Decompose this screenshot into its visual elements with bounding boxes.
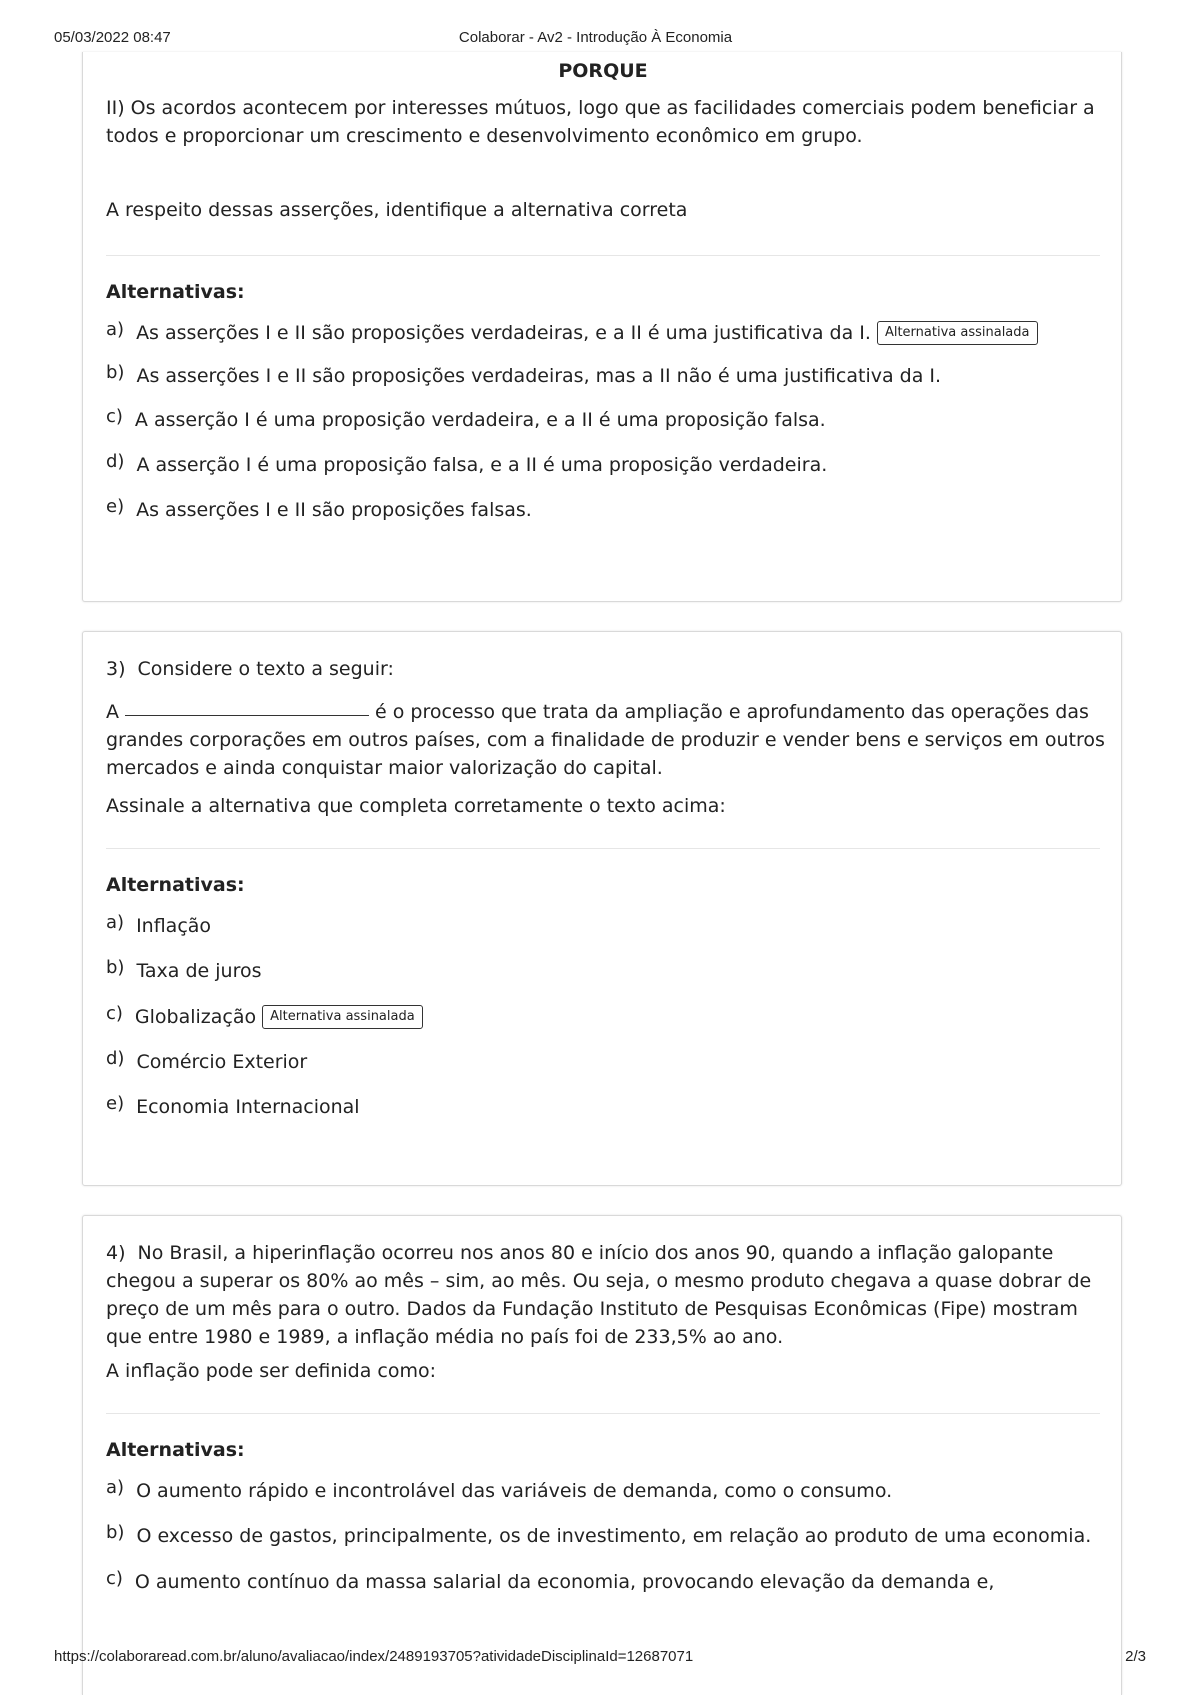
alternative-e[interactable] <box>106 495 1106 521</box>
print-datetime: 05/03/2022 08:47 <box>54 29 171 46</box>
alternative-text: Globalização <box>134 1006 257 1028</box>
alternative-letter: b) <box>106 956 125 978</box>
alternative-text: As asserções I e II são proposições falsas. <box>136 499 532 521</box>
question-prompt: A inflação pode ser definida como: <box>106 1360 437 1382</box>
question-prompt: A respeito dessas asserções, identifique a alternativa correta <box>106 199 688 221</box>
alternative-d[interactable] <box>106 450 1106 476</box>
alternative-text: O excesso de gastos, principalmente, os de investimento, em relação ao produto de uma economia. <box>136 1525 1092 1547</box>
alternative-letter: b) <box>106 361 125 383</box>
alternative-letter: e) <box>106 1092 125 1114</box>
alternative-b[interactable] <box>106 1521 1106 1547</box>
alternative-letter: a) <box>106 318 125 340</box>
alternatives-heading: Alternativas: <box>106 281 245 303</box>
alternative-letter: c) <box>106 1002 123 1024</box>
text-rest: é o processo que trata da ampliação e aprofundamento das operações das <box>375 701 1089 723</box>
text-continuation: grandes corporações em outros países, com a finalidade de produzir e vender bens e serviços em outros mercados e ainda conquistar maior valorização do capital. <box>106 729 1105 779</box>
question-number: 3) <box>106 658 126 680</box>
alternative-letter: d) <box>106 450 125 472</box>
page-number: 2/3 <box>1125 1648 1146 1665</box>
assertion-ii: II) Os acordos acontecem por interesses mútuos, logo que as facilidades comerciais podem beneficiar a todos e proporcionar um crescimento e desenvolvimento econômico em grupo. <box>106 97 1095 147</box>
alternative-letter: a) <box>106 911 125 933</box>
question-2-card <box>82 52 1122 602</box>
divider <box>106 1413 1100 1414</box>
alternative-c[interactable] <box>106 405 1106 431</box>
alternative-text: A asserção I é uma proposição verdadeira, e a II é uma proposição falsa. <box>134 409 826 431</box>
alternative-a[interactable] <box>106 318 1106 345</box>
alternative-text: Economia Internacional <box>136 1096 360 1118</box>
alternative-letter: d) <box>106 1047 125 1069</box>
alternative-letter: a) <box>106 1476 125 1498</box>
alternative-letter: b) <box>106 1521 125 1543</box>
fill-in-blank <box>125 703 369 716</box>
alternative-text: As asserções I e II são proposições verdadeiras, mas a II não é uma justificativa da I. <box>136 365 942 387</box>
question-number: 4) <box>106 1242 126 1264</box>
divider <box>106 255 1100 256</box>
alternative-text: Inflação <box>136 915 212 937</box>
text-start: A <box>106 701 119 723</box>
print-title: Colaborar - Av2 - Introdução À Economia <box>458 29 733 46</box>
alternative-a[interactable] <box>106 911 1106 937</box>
alternatives-heading: Alternativas: <box>106 874 245 896</box>
alternative-letter: c) <box>106 1567 123 1589</box>
question-3-intro <box>106 655 1106 683</box>
alternative-b[interactable] <box>106 361 1106 387</box>
connector-porque: PORQUE <box>558 60 648 82</box>
question-3-text <box>106 698 1106 782</box>
alternative-c[interactable] <box>106 1567 1106 1593</box>
alternative-letter: c) <box>106 405 123 427</box>
selected-badge: Alternativa assinalada <box>877 321 1038 345</box>
print-url: https://colaboraread.com.br/aluno/avaliacao/index/2489193705?atividadeDisciplinaId=12687071 <box>54 1648 694 1665</box>
alternative-c[interactable] <box>106 1002 1106 1029</box>
divider <box>106 848 1100 849</box>
question-4-card <box>82 1215 1122 1695</box>
print-footer <box>0 1648 1191 1668</box>
alternative-b[interactable] <box>106 956 1106 982</box>
alternative-d[interactable] <box>106 1047 1106 1073</box>
alternative-text: A asserção I é uma proposição falsa, e a II é uma proposição verdadeira. <box>136 454 828 476</box>
alternative-text: Taxa de juros <box>136 960 262 982</box>
question-intro-text: Considere o texto a seguir: <box>137 658 394 680</box>
alternative-text: O aumento contínuo da massa salarial da economia, provocando elevação da demanda e, <box>134 1571 995 1593</box>
alternatives-heading: Alternativas: <box>106 1439 245 1461</box>
alternative-text: O aumento rápido e incontrolável das variáveis de demanda, como o consumo. <box>136 1480 893 1502</box>
alternative-e[interactable] <box>106 1092 1106 1118</box>
print-header <box>0 29 1191 49</box>
alternative-text: As asserções I e II são proposições verdadeiras, e a II é uma justificativa da I. <box>136 322 871 344</box>
selected-badge: Alternativa assinalada <box>262 1005 423 1029</box>
alternative-text: Comércio Exterior <box>136 1051 308 1073</box>
question-4-intro <box>106 1239 1106 1351</box>
question-3-card <box>82 631 1122 1186</box>
alternative-letter: e) <box>106 495 125 517</box>
question-prompt: Assinale a alternativa que completa corretamente o texto acima: <box>106 795 726 817</box>
question-intro-text: No Brasil, a hiperinflação ocorreu nos anos 80 e início dos anos 90, quando a inflação galopante chegou a superar os 80% ao mês – sim, ao mês. Ou seja, o mesmo produto chegava a quase dobrar de preço de um mês para o outro. Dados da Fundação Instituto de Pesquisas Econômicas (Fipe) mostram que entre 1980 e 1989, a inflação média no país foi de 233,5% ao ano. <box>106 1242 1092 1348</box>
alternative-a[interactable] <box>106 1476 1106 1502</box>
